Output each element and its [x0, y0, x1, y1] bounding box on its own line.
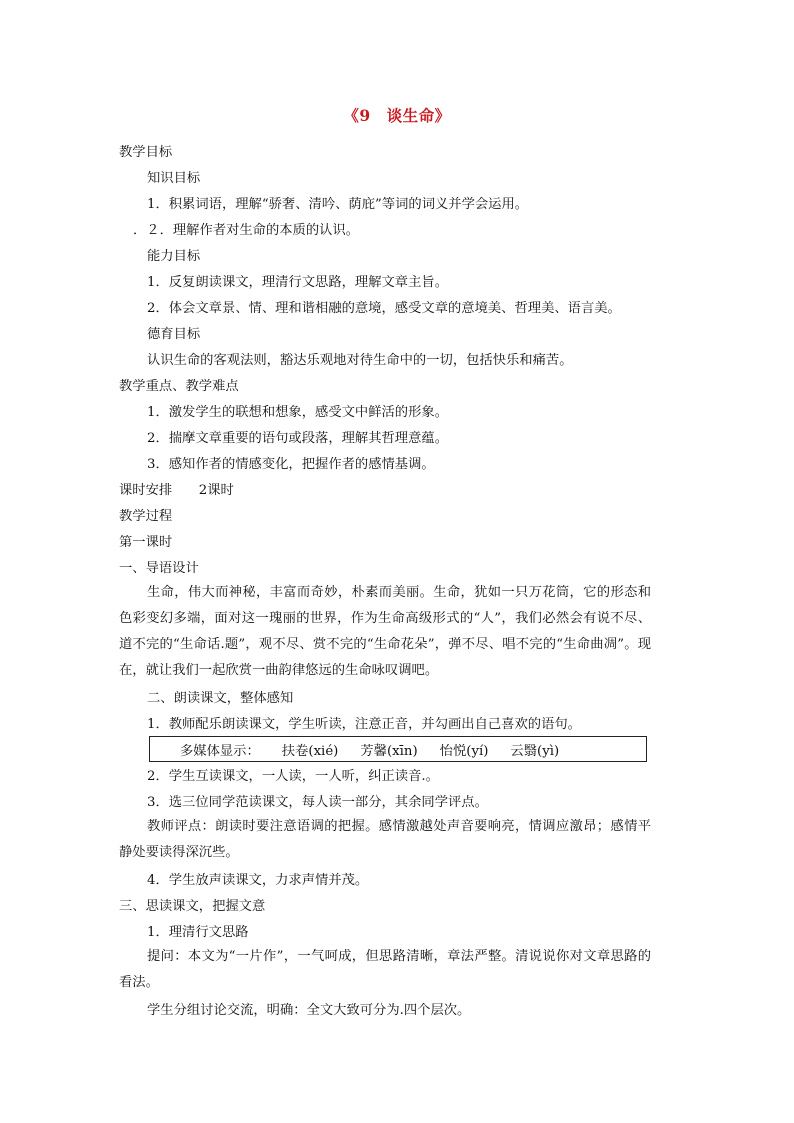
heading-key-points: 教学重点、教学难点: [119, 379, 239, 394]
goal-item: ．２．理解作者对生命的本质的认识。: [133, 223, 360, 238]
step-item: 1．教师配乐朗读课文，学生听读，注意正音，并勾画出自己喜欢的语句。: [147, 717, 581, 732]
goal-item: 1．积累词语，理解“骄奢、清吟、荫庇”等词的词义并学会运用。: [147, 197, 529, 212]
heading-teaching-goals: 教学目标: [119, 145, 173, 160]
key-point-item: 2．揣摩文章重要的语句或段落，理解其哲理意蕴。: [147, 431, 448, 446]
key-point-item: 3．感知作者的情感变化，把握作者的感情基调。: [147, 457, 435, 472]
intro-paragraph: 生命，伟大而神秘，丰富而奇妙，朴素而美丽。生命，犹如一只万花筒，它的形态和色彩变幻多端，面对这一瑰丽的世界，作为生命高级形式的“人”，我们必然会有说不尽、道不完的“生命话.题”，观不尽、赏不完的“生命花朵”，弹不尽、唱不完的“生命曲凋”。现在，就让我们一起欣赏一曲韵律悠远的生命咏叹调吧。: [119, 585, 651, 678]
key-point-item: 1．激发学生的联想和想象，感受文中鲜活的形象。: [147, 405, 448, 420]
box-label: 多媒体显示：: [180, 743, 260, 759]
vocab-item: 怡悦(yí): [439, 743, 489, 759]
vocab-item: 云翳(yì): [510, 743, 560, 759]
heading-section-2: 二、朗读课文，整体感知: [147, 691, 294, 706]
heading-section-3: 三、思读课文，把握文意: [119, 899, 266, 914]
goal-item: 2．体会文章景、情、理和谐相融的意境，感受文章的意境美、哲理美、语言美。: [147, 301, 621, 316]
step-item: 3．选三位同学范读课文，每人读一部分，其余同学评点。: [147, 795, 488, 810]
goal-item: 认识生命的客观法则，豁达乐观地对待生命中的一切，包括快乐和痛苦。: [147, 353, 573, 368]
teacher-comment: 教师评点：朗读时要注意语调的把握。感情激越处声音要响亮，情调应激昂；感情平静处要读得深沉些。: [119, 819, 651, 860]
multimedia-display-box: [149, 736, 647, 762]
step-item: 4．学生放声读课文，力求声情并茂。: [147, 873, 369, 888]
subheading-moral-goals: 德育目标: [147, 327, 201, 342]
step-item: 2．学生互读课文，一人读，一人听，纠正读音.。: [147, 769, 439, 784]
heading-intro-design: 一、导语设计: [119, 561, 199, 576]
vocab-item: 芳馨(xīn): [360, 743, 418, 759]
answer-line: 学生分组讨论交流，明确：全文大致可分为.四个层次。: [147, 1003, 471, 1018]
subheading-knowledge-goals: 知识目标: [147, 171, 201, 186]
heading-first-lesson: 第一课时: [119, 535, 173, 550]
question-paragraph: 提问：本文为“一片作”，一气呵成，但思路清晰，章法严整。清说说你对文章思路的看法。: [119, 949, 651, 990]
schedule-line: 课时安排 2课时: [119, 483, 234, 498]
document-title: 《9 谈生命》: [343, 106, 451, 125]
vocab-item: 扶卷(xié): [281, 743, 339, 759]
heading-teaching-process: 教学过程: [119, 509, 173, 524]
subheading-ability-goals: 能力目标: [147, 249, 201, 264]
subheading-outline: 1．理清行文思路: [147, 925, 249, 940]
goal-item: 1．反复朗读课文，理清行文思路，理解文章主旨。: [147, 275, 448, 290]
